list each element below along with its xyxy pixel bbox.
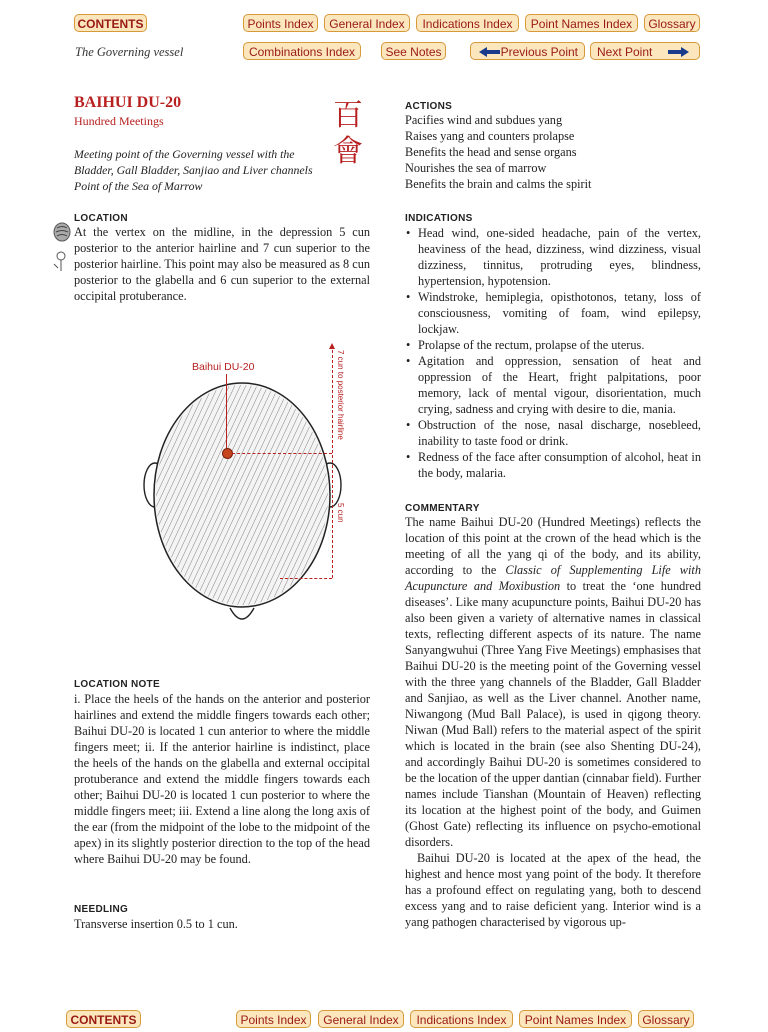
- location-note-heading: LOCATION NOTE: [74, 679, 160, 690]
- indications-list: [405, 225, 701, 481]
- arrow-left-icon: [477, 46, 501, 58]
- general-index-button-bottom[interactable]: General Index: [318, 1010, 404, 1028]
- actions-heading: ACTIONS: [405, 101, 453, 112]
- classic-title: Classic of Supplementing Life with Acupuncture and Moxibustion: [405, 563, 701, 593]
- commentary-paragraph-2: Baihui DU-20 is located at the apex of the head, the highest and hence most yang point of the body. It therefore has a profound effect on regulating yang, both to descend excess yang and to raise deficient yang. Interior wind is a yang pathogen characterised by vigorous up-: [405, 851, 701, 929]
- measure-line-bottom: [280, 578, 332, 579]
- needle-icon: [50, 250, 72, 272]
- figure-label: Baihui DU-20: [192, 361, 255, 373]
- indication-item: • Redness of the face after consumption of alcohol, heat in the body, malaria.: [405, 449, 701, 481]
- commentary-heading: COMMENTARY: [405, 503, 480, 514]
- meeting-description: Meeting point of the Governing vessel with the Bladder, Gall Bladder, Sanjiao and Liver channels Point of the Sea of Marrow: [74, 147, 313, 193]
- section-name: The Governing vessel: [75, 45, 184, 59]
- point-title: BAIHUI DU-20: [74, 94, 182, 111]
- arrow-right-icon: [667, 46, 691, 58]
- indications-index-button-bottom[interactable]: Indications Index: [410, 1010, 513, 1028]
- points-index-button[interactable]: Points Index: [243, 14, 318, 32]
- needling-heading: NEEDLING: [74, 904, 129, 915]
- commentary-paragraph: [405, 514, 701, 850]
- measure-axis: [332, 345, 333, 578]
- commentary-text-a: The name Baihui DU-20 (Hundred Meetings) reflects the location of this point at the crown of the head which is the meeting of all the yang qi of the body, and its ability, according to the: [405, 515, 701, 577]
- previous-point-button[interactable]: [470, 42, 585, 60]
- contents-button[interactable]: CONTENTS: [74, 14, 147, 32]
- measure-arrow-icon: [329, 343, 335, 349]
- chinese-characters: [330, 98, 366, 170]
- location-note-text: i. Place the heels of the hands on the anterior and posterior hairlines and extend the middle fingers towards each other; Baihui DU-20 is located 1 cun anterior to where the middle fingers meet; ii. If the anterior hairline is indistinct, place the heels of the hands on the glabella and external occipital protuberance and extend the middle fingers towards each other; Baihui DU-20 is located 1 cun posterior to where the middle fingers meet; iii. Extend a line along the long axis of the ear (from the midpoint of the lobe to the midpoint of the apex) in its slightly posterior direction to the top of the head where Baihui DU-20 may be found.: [74, 692, 370, 866]
- indication-item: • Head wind, one-sided headache, pain of the vertex, heaviness of the head, dizziness, wind dizziness, visual dizziness, tinnitus, protruding eyes, blindness, hypertension, hypotension.: [405, 225, 701, 289]
- next-point-button[interactable]: [590, 42, 700, 60]
- palpation-icon: [52, 222, 72, 242]
- see-notes-button[interactable]: See Notes: [381, 42, 446, 60]
- combinations-index-button[interactable]: Combinations Index: [243, 42, 361, 60]
- point-pointer-line: [226, 374, 227, 452]
- indications-index-button[interactable]: Indications Index: [416, 14, 519, 32]
- indication-item: • Prolapse of the rectum, prolapse of the uterus.: [405, 337, 701, 353]
- indications-heading: INDICATIONS: [405, 213, 473, 224]
- action-item: Raises yang and counters prolapse: [405, 129, 575, 143]
- indication-item: • Agitation and oppression, sensation of heat and oppression of the Heart, fright palpitations, poor memory, lack of mental vigour, disorientation, much crying, sadness and crying with desire to die, mania.: [405, 353, 701, 417]
- commentary-text: [405, 514, 701, 930]
- actions-list: [405, 112, 701, 192]
- measure-top-label: 7 cun to posterior hairline: [336, 350, 345, 440]
- top-nav-row-2: [0, 42, 768, 64]
- head-illustration: [140, 340, 360, 640]
- action-item: Benefits the head and sense organs: [405, 145, 577, 159]
- chinese-name: 百會: [333, 98, 363, 169]
- location-text: At the vertex on the midline, in the depression 5 cun posterior to the anterior hairline and 7 cun superior to the posterior hairline. This point may also be measured as 8 cun posterior to the glabella and 6 cun superior to the external occipital protuberance.: [74, 225, 370, 303]
- point-subtitle: Hundred Meetings: [74, 114, 164, 128]
- needling-text: Transverse insertion 0.5 to 1 cun.: [74, 917, 238, 931]
- points-index-button-bottom[interactable]: Points Index: [236, 1010, 311, 1028]
- point-names-index-button-bottom[interactable]: Point Names Index: [519, 1010, 632, 1028]
- next-point-label: Next Point: [597, 45, 653, 59]
- point-names-index-button[interactable]: Point Names Index: [525, 14, 638, 32]
- contents-button-bottom[interactable]: CONTENTS: [66, 1010, 141, 1028]
- location-heading: LOCATION: [74, 213, 128, 224]
- measure-bottom-label: 5 cun: [336, 503, 345, 523]
- indication-item: • Windstroke, hemiplegia, opisthotonos, tetany, loss of consciousness, vomiting of foam, wind epilepsy, lockjaw.: [405, 289, 701, 337]
- indication-item: • Obstruction of the nose, nasal discharge, nosebleed, inability to taste food or drink.: [405, 417, 701, 449]
- measure-line-top: [232, 453, 332, 454]
- bottom-nav: [0, 1010, 768, 1032]
- action-item: Benefits the brain and calms the spirit: [405, 177, 592, 191]
- action-item: Nourishes the sea of marrow: [405, 161, 547, 175]
- previous-point-label: Previous Point: [500, 45, 578, 59]
- action-item: Pacifies wind and subdues yang: [405, 113, 563, 127]
- glossary-button[interactable]: Glossary: [644, 14, 700, 32]
- general-index-button[interactable]: General Index: [324, 14, 410, 32]
- top-nav: [0, 14, 768, 36]
- glossary-button-bottom[interactable]: Glossary: [638, 1010, 694, 1028]
- commentary-text-b: to treat the ‘one hundred diseases’. Like many acupuncture points, Baihui DU-20 has also been given a variety of alternative names in classical texts, reflecting different aspects of its nature. The name Sanyangwuhui (Three Yang Five Meetings) emphasises that Baihui DU-20 is the meeting point of the Governing vessel with the three yang channels of the Bladder, Gall Bladder and Sanjiao, as well as the Liver channel. Another name, Niwangong (Mud Ball Palace), is used in qigong theory. Niwan (Mud Ball) refers to the material aspect of the spirit which is located in the brain (see also Shenting DU-24), and accordingly Baihui DU-20 is sometimes considered to be the location of the upper dantian (cinnabar field). Further names include Tianshan (Mountain of Heaven) reflecting its location at the highest point of the body, and Guimen (Ghost Gate) reflecting its influence on psycho-emotional disorders.: [405, 579, 701, 849]
